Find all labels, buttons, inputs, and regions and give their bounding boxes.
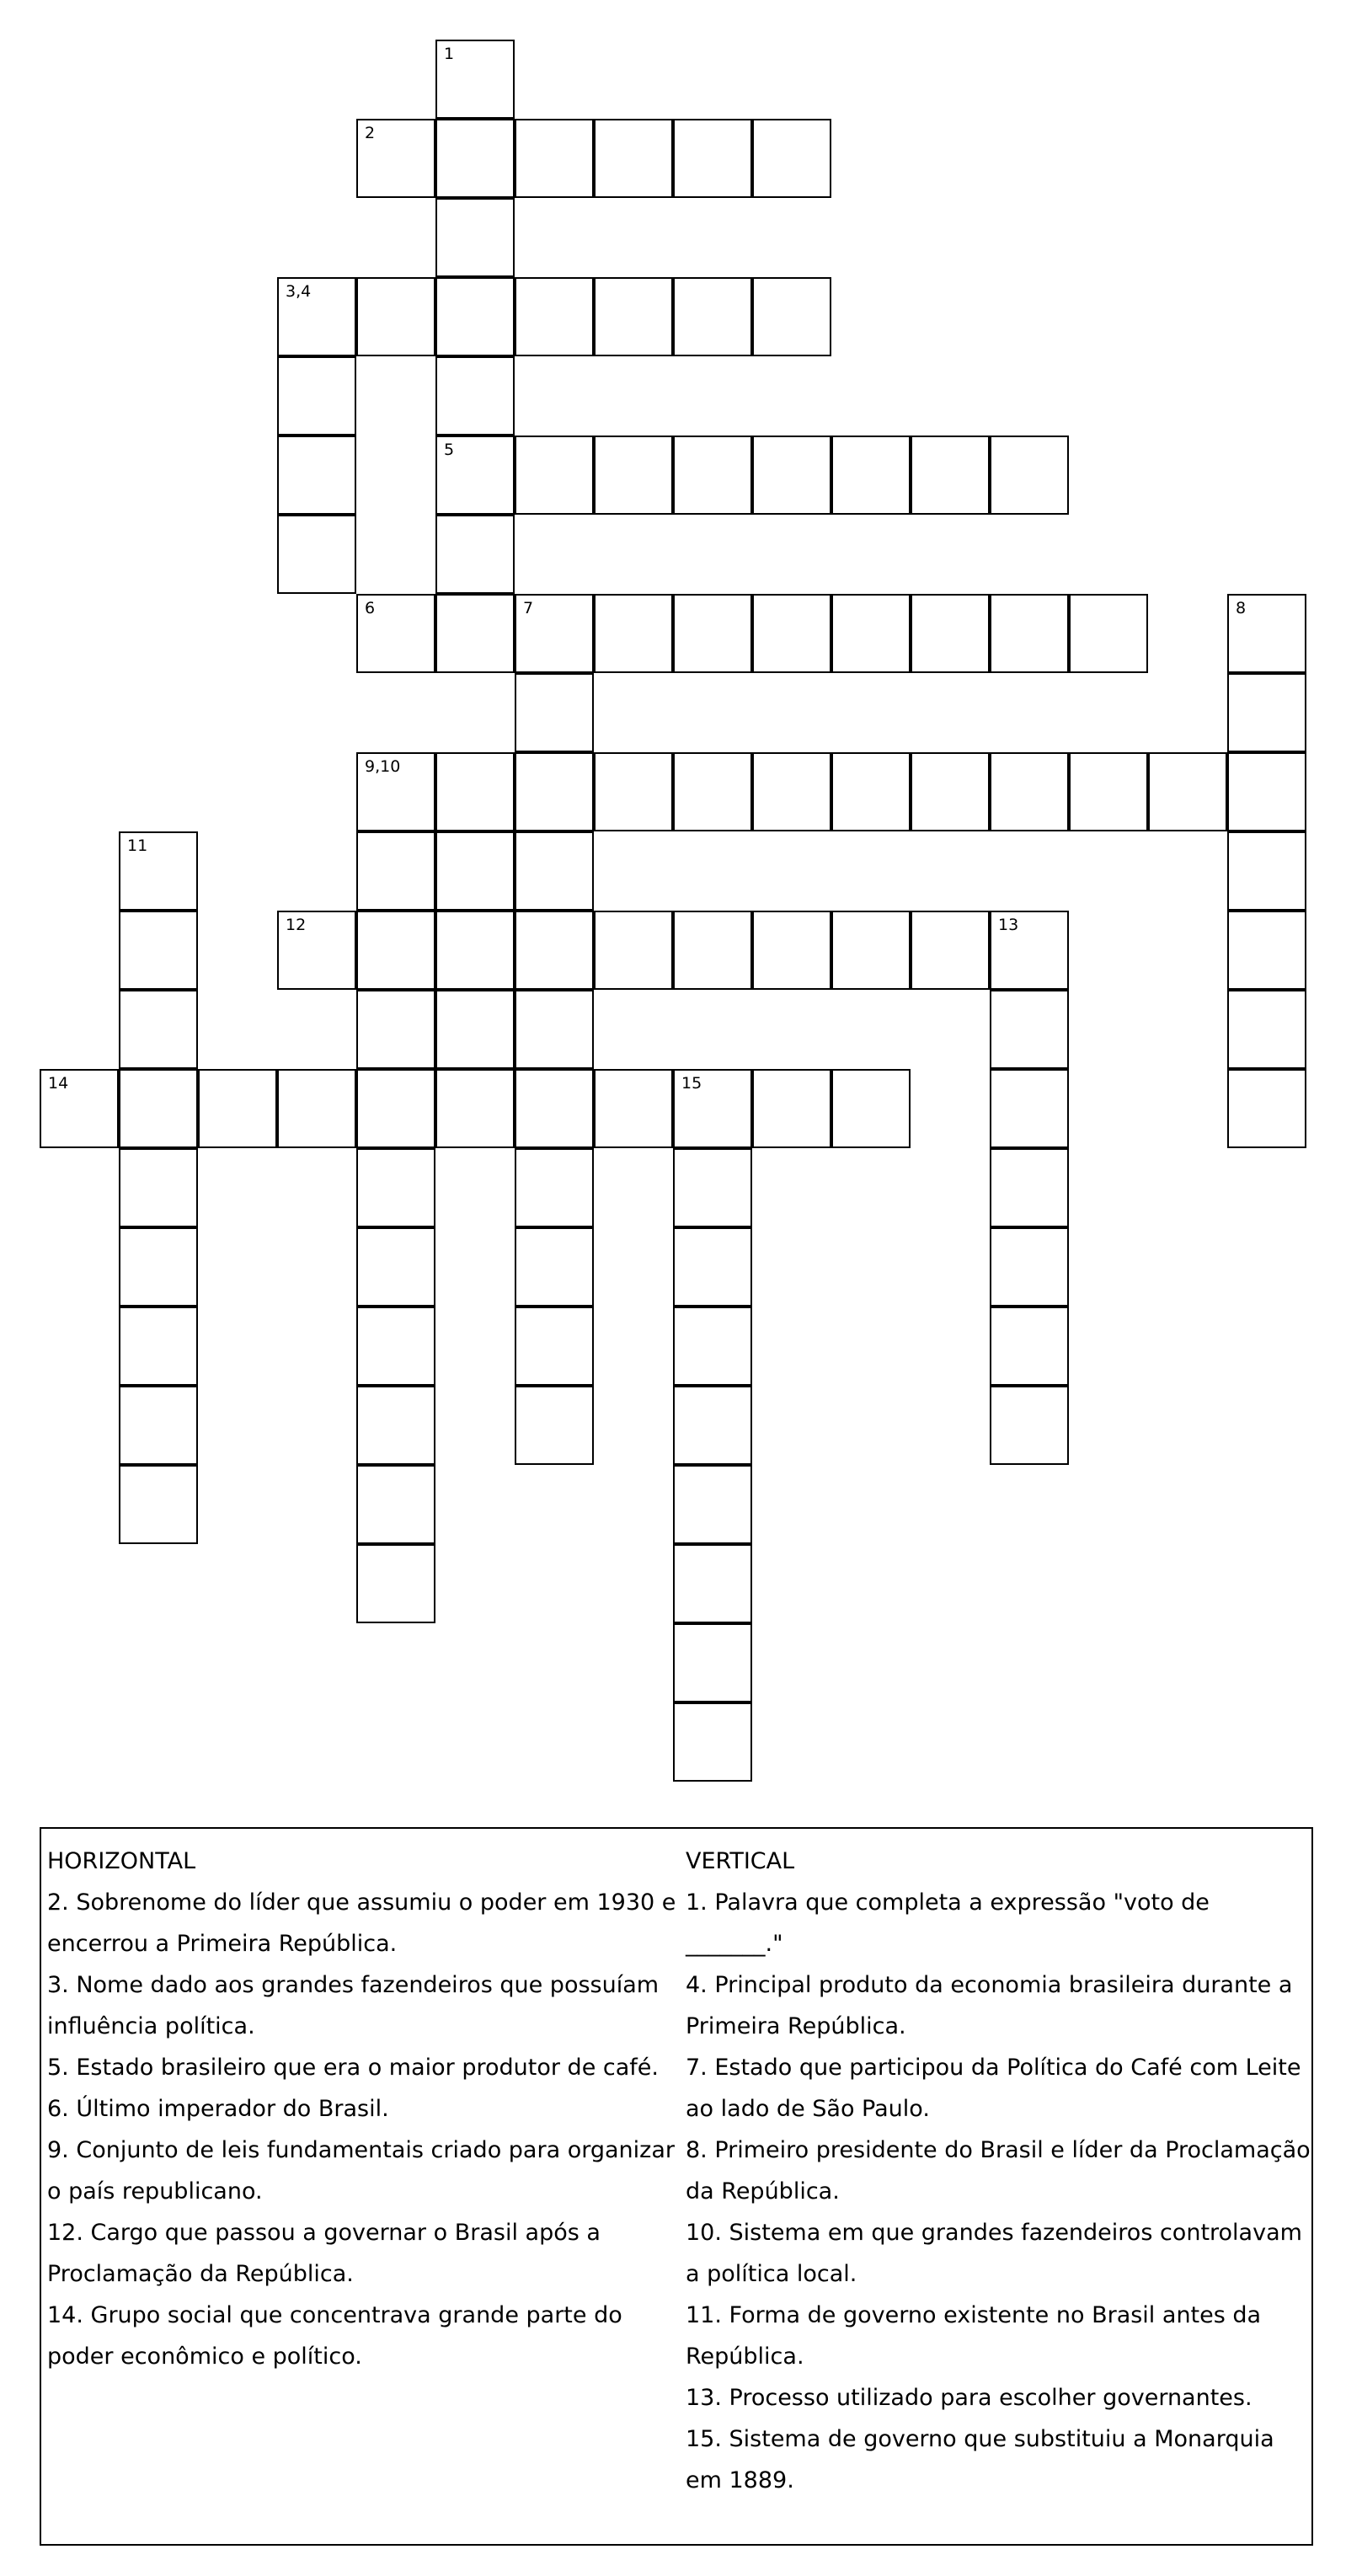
clue-v-11: 11. Forma de governo existente no Brasil antes da República. xyxy=(686,2302,1262,2370)
crossword-cell[interactable] xyxy=(673,436,752,515)
crossword-cell[interactable] xyxy=(435,594,515,673)
crossword-cell[interactable] xyxy=(594,911,673,990)
crossword-cell[interactable] xyxy=(515,277,594,356)
clue-h-2: 2. Sobrenome do líder que assumiu o poder em 1930 e encerrou a Primeira República. xyxy=(47,1889,676,1957)
crossword-cell[interactable] xyxy=(356,831,435,911)
clue-number: 6 xyxy=(365,599,376,617)
crossword-cell[interactable] xyxy=(515,1386,594,1465)
crossword-cell[interactable] xyxy=(119,911,198,990)
crossword-cell[interactable] xyxy=(831,752,911,831)
clue-v-1: 1. Palavra que completa a expressão "voto de _______." xyxy=(686,1889,1210,1957)
crossword-cell[interactable] xyxy=(1148,752,1227,831)
clue-number: 12 xyxy=(286,916,307,934)
crossword-cell-start-5[interactable] xyxy=(435,436,515,515)
clue-number: 7 xyxy=(523,599,534,617)
crossword-cell[interactable] xyxy=(594,1069,673,1148)
crossword-cell[interactable] xyxy=(673,119,752,198)
crossword-cell[interactable] xyxy=(277,436,356,515)
crossword-cell[interactable] xyxy=(831,436,911,515)
crossword-cell[interactable] xyxy=(673,1702,752,1782)
crossword-cell[interactable] xyxy=(435,356,515,436)
crossword-cell[interactable] xyxy=(277,356,356,436)
crossword-cell[interactable] xyxy=(911,911,990,990)
crossword-cell[interactable] xyxy=(911,752,990,831)
clue-v-7: 7. Estado que participou da Política do Café com Leite ao lado de São Paulo. xyxy=(686,2055,1301,2122)
crossword-cell[interactable] xyxy=(515,673,594,752)
crossword-cell[interactable] xyxy=(119,1386,198,1465)
crossword-cell[interactable] xyxy=(356,990,435,1069)
crossword-cell-start-1[interactable] xyxy=(435,40,515,119)
clue-h-6: 6. Último imperador do Brasil. xyxy=(47,2096,389,2122)
clue-number: 3,4 xyxy=(286,282,312,301)
crossword-cell[interactable] xyxy=(435,990,515,1069)
crossword-cell[interactable] xyxy=(594,436,673,515)
crossword-cell[interactable] xyxy=(435,752,515,831)
crossword-cell[interactable] xyxy=(752,277,831,356)
crossword-cell[interactable] xyxy=(277,1069,356,1148)
clue-v-10: 10. Sistema em que grandes fazendeiros controlavam a política local. xyxy=(686,2220,1302,2287)
horizontal-title: HORIZONTAL xyxy=(47,1848,196,1874)
crossword-cell[interactable] xyxy=(673,1623,752,1702)
crossword-cell[interactable] xyxy=(673,1465,752,1544)
crossword-cell-start-15[interactable] xyxy=(673,1069,752,1148)
crossword-cell-start-2[interactable] xyxy=(356,119,435,198)
crossword-cell[interactable] xyxy=(990,594,1069,673)
crossword-cell[interactable] xyxy=(435,515,515,594)
crossword-cell[interactable] xyxy=(515,911,594,990)
clue-number: 1 xyxy=(444,45,455,63)
crossword-cell[interactable] xyxy=(1227,673,1306,752)
crossword-cell[interactable] xyxy=(356,1227,435,1307)
vertical-title: VERTICAL xyxy=(686,1848,795,1874)
crossword-cell[interactable] xyxy=(831,594,911,673)
crossword-cell[interactable] xyxy=(594,594,673,673)
crossword-cell[interactable] xyxy=(119,1227,198,1307)
clue-v-13: 13. Processo utilizado para escolher governantes. xyxy=(686,2385,1253,2411)
crossword-cell-start-11[interactable] xyxy=(119,831,198,911)
crossword-cell[interactable] xyxy=(435,119,515,198)
clue-h-9: 9. Conjunto de leis fundamentais criado para organizar o país republicano. xyxy=(47,2137,675,2205)
clue-number: 9,10 xyxy=(365,757,401,776)
crossword-cell[interactable] xyxy=(119,990,198,1069)
crossword-cell[interactable] xyxy=(435,198,515,277)
crossword-cell[interactable] xyxy=(990,1386,1069,1465)
crossword-cell[interactable] xyxy=(752,911,831,990)
crossword-cell[interactable] xyxy=(1227,990,1306,1069)
clues-box xyxy=(40,1827,1313,2546)
crossword-cell[interactable] xyxy=(594,277,673,356)
horizontal-clues xyxy=(47,1841,679,2377)
crossword-cell[interactable] xyxy=(435,1069,515,1148)
crossword-cell[interactable] xyxy=(752,752,831,831)
crossword-cell[interactable] xyxy=(356,1544,435,1623)
crossword-cell-start-7[interactable] xyxy=(515,594,594,673)
crossword-cell[interactable] xyxy=(515,990,594,1069)
crossword-cell-start-14[interactable] xyxy=(40,1069,119,1148)
crossword-cell[interactable] xyxy=(673,911,752,990)
crossword-cell[interactable] xyxy=(356,1386,435,1465)
crossword-cell[interactable] xyxy=(990,1069,1069,1148)
crossword-cell[interactable] xyxy=(515,119,594,198)
clue-v-4: 4. Principal produto da economia brasileira durante a Primeira República. xyxy=(686,1972,1293,2039)
clue-number: 8 xyxy=(1236,599,1247,617)
crossword-cell[interactable] xyxy=(831,911,911,990)
crossword-cell[interactable] xyxy=(356,911,435,990)
crossword-cell[interactable] xyxy=(198,1069,277,1148)
crossword-cell[interactable] xyxy=(673,752,752,831)
crossword-cell[interactable] xyxy=(673,1307,752,1386)
clue-h-5: 5. Estado brasileiro que era o maior produtor de café. xyxy=(47,2055,659,2081)
crossword-cell[interactable] xyxy=(911,594,990,673)
crossword-cell[interactable] xyxy=(1227,831,1306,911)
crossword-cell[interactable] xyxy=(515,752,594,831)
crossword-cell[interactable] xyxy=(356,1069,435,1148)
crossword-cell[interactable] xyxy=(356,1465,435,1544)
crossword-cell[interactable] xyxy=(515,436,594,515)
crossword-cell-start-8[interactable] xyxy=(1227,594,1306,673)
crossword-cell[interactable] xyxy=(119,1465,198,1544)
crossword-cell[interactable] xyxy=(356,1148,435,1227)
crossword-cell[interactable] xyxy=(594,119,673,198)
crossword-cell-start-13[interactable] xyxy=(990,911,1069,990)
crossword-cell[interactable] xyxy=(435,277,515,356)
crossword-cell[interactable] xyxy=(990,1227,1069,1307)
crossword-cell[interactable] xyxy=(515,1227,594,1307)
crossword-cell-start-6[interactable] xyxy=(356,594,435,673)
clue-h-14: 14. Grupo social que concentrava grande parte do poder econômico e político. xyxy=(47,2302,622,2370)
clue-number: 5 xyxy=(444,441,455,459)
clue-number: 14 xyxy=(48,1074,69,1093)
clue-number: 15 xyxy=(681,1074,702,1093)
crossword-cell[interactable] xyxy=(435,911,515,990)
crossword-cell[interactable] xyxy=(1227,752,1306,831)
crossword-cell[interactable] xyxy=(356,1307,435,1386)
clue-number: 2 xyxy=(365,124,376,142)
crossword-cell[interactable] xyxy=(119,1069,198,1148)
crossword-cell[interactable] xyxy=(673,277,752,356)
crossword-cell[interactable] xyxy=(277,515,356,594)
crossword-cell[interactable] xyxy=(1227,911,1306,990)
vertical-clues xyxy=(686,1841,1313,2501)
crossword-cell[interactable] xyxy=(673,1227,752,1307)
crossword-cell[interactable] xyxy=(752,594,831,673)
crossword-cell[interactable] xyxy=(119,1148,198,1227)
crossword-cell[interactable] xyxy=(356,277,435,356)
crossword-cell[interactable] xyxy=(673,1544,752,1623)
crossword-cell[interactable] xyxy=(752,119,831,198)
clue-v-15: 15. Sistema de governo que substituiu a Monarquia em 1889. xyxy=(686,2426,1274,2493)
crossword-cell[interactable] xyxy=(673,1148,752,1227)
crossword-cell[interactable] xyxy=(515,831,594,911)
crossword-cell[interactable] xyxy=(515,1069,594,1148)
clue-v-8: 8. Primeiro presidente do Brasil e líder da Proclamação da República. xyxy=(686,2137,1311,2205)
crossword-cell[interactable] xyxy=(1069,594,1148,673)
crossword-cell[interactable] xyxy=(515,1148,594,1227)
crossword-cell[interactable] xyxy=(990,1307,1069,1386)
crossword-cell[interactable] xyxy=(1227,1069,1306,1148)
crossword-cell[interactable] xyxy=(911,436,990,515)
crossword-cell[interactable] xyxy=(831,1069,911,1148)
crossword-cell[interactable] xyxy=(990,990,1069,1069)
crossword-cell[interactable] xyxy=(119,1307,198,1386)
crossword-cell[interactable] xyxy=(990,752,1069,831)
clue-number: 11 xyxy=(127,836,148,855)
crossword-cell[interactable] xyxy=(990,1148,1069,1227)
clue-h-3: 3. Nome dado aos grandes fazendeiros que possuíam influência política. xyxy=(47,1972,660,2039)
crossword-cell[interactable] xyxy=(515,1307,594,1386)
crossword-cell[interactable] xyxy=(1069,752,1148,831)
crossword-cell-start-3-4[interactable] xyxy=(277,277,356,356)
crossword-cell[interactable] xyxy=(673,1386,752,1465)
crossword-cell[interactable] xyxy=(673,594,752,673)
clue-h-12: 12. Cargo que passou a governar o Brasil após a Proclamação da República. xyxy=(47,2220,601,2287)
crossword-cell[interactable] xyxy=(594,752,673,831)
clue-number: 13 xyxy=(998,916,1019,934)
crossword-cell[interactable] xyxy=(752,436,831,515)
crossword-cell[interactable] xyxy=(435,831,515,911)
crossword-cell-start-9-10[interactable] xyxy=(356,752,435,831)
crossword-cell[interactable] xyxy=(990,436,1069,515)
crossword-cell-start-12[interactable] xyxy=(277,911,356,990)
crossword-cell[interactable] xyxy=(752,1069,831,1148)
